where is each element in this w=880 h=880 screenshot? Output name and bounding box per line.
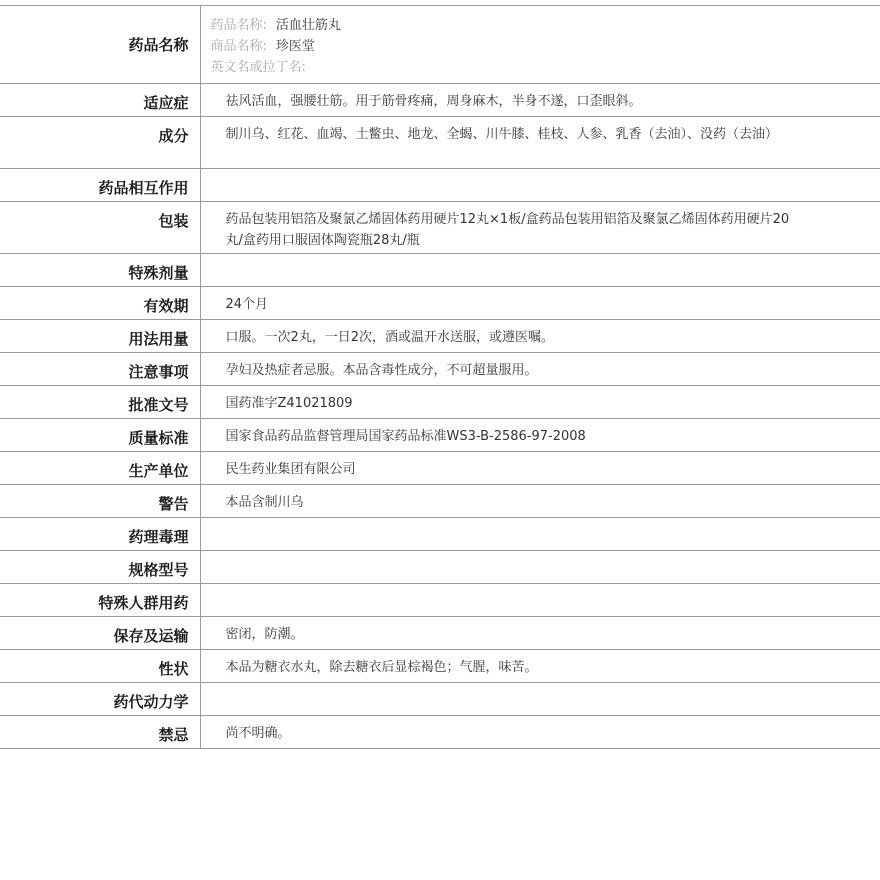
row-label: 有效期 bbox=[0, 287, 200, 320]
row-value: 药品包装用铝箔及聚氯乙烯固体药用硬片12丸×1板/盒药品包装用铝箔及聚氯乙烯固体药用硬片20丸/盒药用口服固体陶瓷瓶28丸/瓶 bbox=[225, 212, 790, 248]
trade-name-value: 珍医堂 bbox=[275, 39, 315, 54]
row-value: 民生药业集团有限公司 bbox=[225, 462, 356, 477]
table-row-indications bbox=[0, 84, 880, 117]
row-label: 禁忌 bbox=[0, 716, 200, 749]
table-row-pharmacology bbox=[0, 518, 880, 551]
trade-name-line bbox=[211, 36, 880, 57]
row-label: 特殊剂量 bbox=[0, 254, 200, 287]
row-value: 密闭，防潮。 bbox=[225, 627, 304, 642]
row-label: 特殊人群用药 bbox=[0, 584, 200, 617]
row-value: 本品含制川乌 bbox=[225, 495, 304, 510]
row-value: 制川乌、红花、血竭、土鳖虫、地龙、全蝎、川牛膝、桂枝、人参、乳香（去油）、没药（去油） bbox=[225, 127, 779, 142]
table-row-shelf-life bbox=[0, 287, 880, 320]
row-label: 药品名称 bbox=[0, 6, 200, 84]
row-value bbox=[200, 518, 880, 551]
table-row-approval-number bbox=[0, 386, 880, 419]
row-label: 药品相互作用 bbox=[0, 169, 200, 202]
generic-name-line bbox=[211, 15, 880, 36]
row-label: 保存及运输 bbox=[0, 617, 200, 650]
table-row-manufacturer bbox=[0, 452, 880, 485]
latin-name-line bbox=[211, 57, 880, 78]
row-value: 本品为糖衣水丸，除去糖衣后显棕褐色；气腥，味苦。 bbox=[225, 660, 538, 675]
table-row-storage bbox=[0, 617, 880, 650]
row-label: 药理毒理 bbox=[0, 518, 200, 551]
row-value bbox=[200, 584, 880, 617]
drug-name-block bbox=[200, 6, 880, 84]
latin-name-key: 英文名或拉丁名: bbox=[210, 60, 306, 75]
row-label: 药代动力学 bbox=[0, 683, 200, 716]
row-label: 质量标准 bbox=[0, 419, 200, 452]
row-value bbox=[200, 254, 880, 287]
table-row-warning bbox=[0, 485, 880, 518]
row-value: 24个月 bbox=[225, 297, 269, 312]
table-row-dosage bbox=[0, 320, 880, 353]
row-value: 国药准字Z41021809 bbox=[225, 396, 353, 411]
table-row-quality-standard bbox=[0, 419, 880, 452]
row-label: 生产单位 bbox=[0, 452, 200, 485]
table-row-packaging bbox=[0, 202, 880, 254]
row-value bbox=[200, 169, 880, 202]
row-label: 性状 bbox=[0, 650, 200, 683]
row-label: 适应症 bbox=[0, 84, 200, 117]
table-row-special-populations bbox=[0, 584, 880, 617]
row-label: 警告 bbox=[0, 485, 200, 518]
table-row-precautions bbox=[0, 353, 880, 386]
table-row-ingredients bbox=[0, 117, 880, 169]
table-row-drug-name bbox=[0, 6, 880, 84]
row-value: 口服。一次2丸，一日2次，酒或温开水送服，或遵医嘱。 bbox=[225, 330, 555, 345]
row-value: 祛风活血，强腰壮筋。用于筋骨疼痛，周身麻木，半身不遂，口歪眼斜。 bbox=[225, 94, 642, 109]
row-label: 批准文号 bbox=[0, 386, 200, 419]
table-row-contraindications bbox=[0, 716, 880, 749]
generic-name-value: 活血壮筋丸 bbox=[275, 18, 341, 33]
row-label: 包装 bbox=[0, 202, 200, 254]
table-row-pharmacokinetics bbox=[0, 683, 880, 716]
row-label: 注意事项 bbox=[0, 353, 200, 386]
row-label: 用法用量 bbox=[0, 320, 200, 353]
generic-name-key: 药品名称: bbox=[210, 18, 267, 33]
drug-spec-table bbox=[0, 5, 880, 749]
trade-name-key: 商品名称: bbox=[210, 39, 267, 54]
row-value: 孕妇及热症者忌服。本品含毒性成分，不可超量服用。 bbox=[225, 363, 538, 378]
row-value bbox=[200, 683, 880, 716]
table-row-special-dosage bbox=[0, 254, 880, 287]
table-row-description bbox=[0, 650, 880, 683]
table-row-interactions bbox=[0, 169, 880, 202]
row-label: 成分 bbox=[0, 117, 200, 169]
row-value: 尚不明确。 bbox=[225, 726, 291, 741]
row-label: 规格型号 bbox=[0, 551, 200, 584]
row-value: 国家食品药品监督管理局国家药品标准WS3-B-2586-97-2008 bbox=[225, 429, 586, 444]
table-row-specification bbox=[0, 551, 880, 584]
row-value bbox=[200, 551, 880, 584]
